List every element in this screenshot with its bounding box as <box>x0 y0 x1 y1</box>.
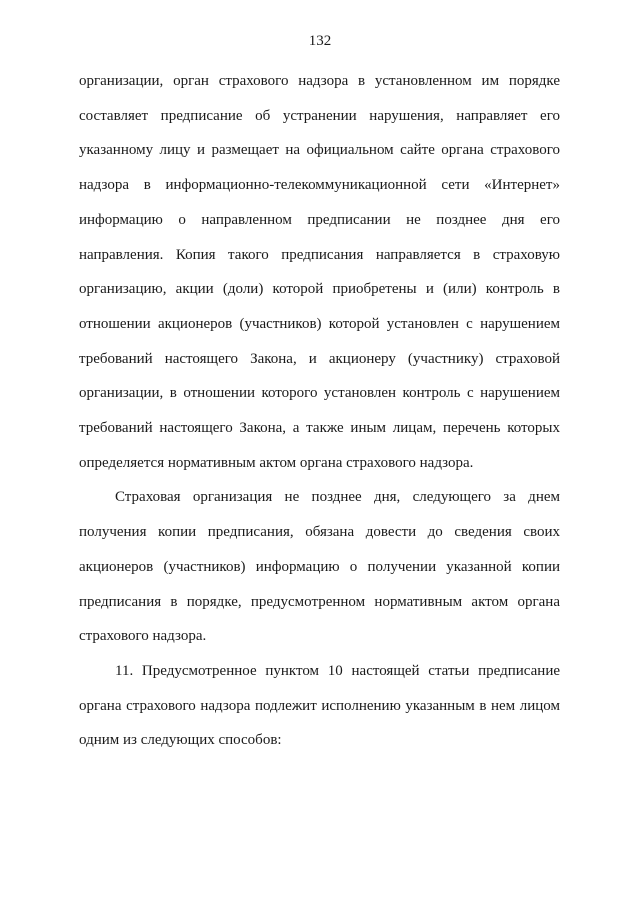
text-line: составляет предписание об устранении нарушения, направляет его <box>79 107 560 124</box>
paragraph <box>79 64 560 480</box>
text-line: направления. Копия такого предписания направляется в страховую <box>79 246 560 263</box>
text-line: организации, орган страхового надзора в установленном им порядке <box>79 73 560 89</box>
text-line: 11. Предусмотренное пунктом 10 настоящей статьи предписание <box>115 662 560 679</box>
text-line: Страховая организация не позднее дня, следующего за днем <box>115 489 560 506</box>
text-line: информацию о направленном предписании не позднее дня его <box>79 211 560 228</box>
text-line: организацию, акции (доли) которой приобретены и (или) контроль в <box>79 281 560 298</box>
document-body <box>79 64 560 758</box>
text-line: одним из следующих способов: <box>79 732 282 749</box>
paragraph <box>79 654 560 758</box>
text-line: определяется нормативным актом органа страхового надзора. <box>79 454 474 471</box>
text-line: надзора в информационно-телекоммуникационной сети «Интернет» <box>79 177 560 194</box>
text-line: указанному лицу и размещает на официальном сайте органа страхового <box>79 142 560 159</box>
text-line: организации, в отношении которого установлен контроль с нарушением <box>79 385 560 402</box>
paragraph <box>79 480 560 654</box>
text-line: отношении акционеров (участников) которой установлен с нарушением <box>79 315 560 332</box>
text-line: получения копии предписания, обязана довести до сведения своих <box>79 524 560 541</box>
page-number: 132 <box>308 33 332 49</box>
text-line: требований настоящего Закона, и акционеру (участнику) страховой <box>79 350 560 367</box>
text-line: страхового надзора. <box>79 628 207 645</box>
text-line: требований настоящего Закона, а также иным лицам, перечень которых <box>79 420 560 437</box>
text-line: органа страхового надзора подлежит исполнению указанным в нем лицом <box>79 697 560 714</box>
text-line: акционеров (участников) информацию о получении указанной копии <box>79 558 560 575</box>
text-line: предписания в порядке, предусмотренном нормативным актом органа <box>79 593 560 610</box>
